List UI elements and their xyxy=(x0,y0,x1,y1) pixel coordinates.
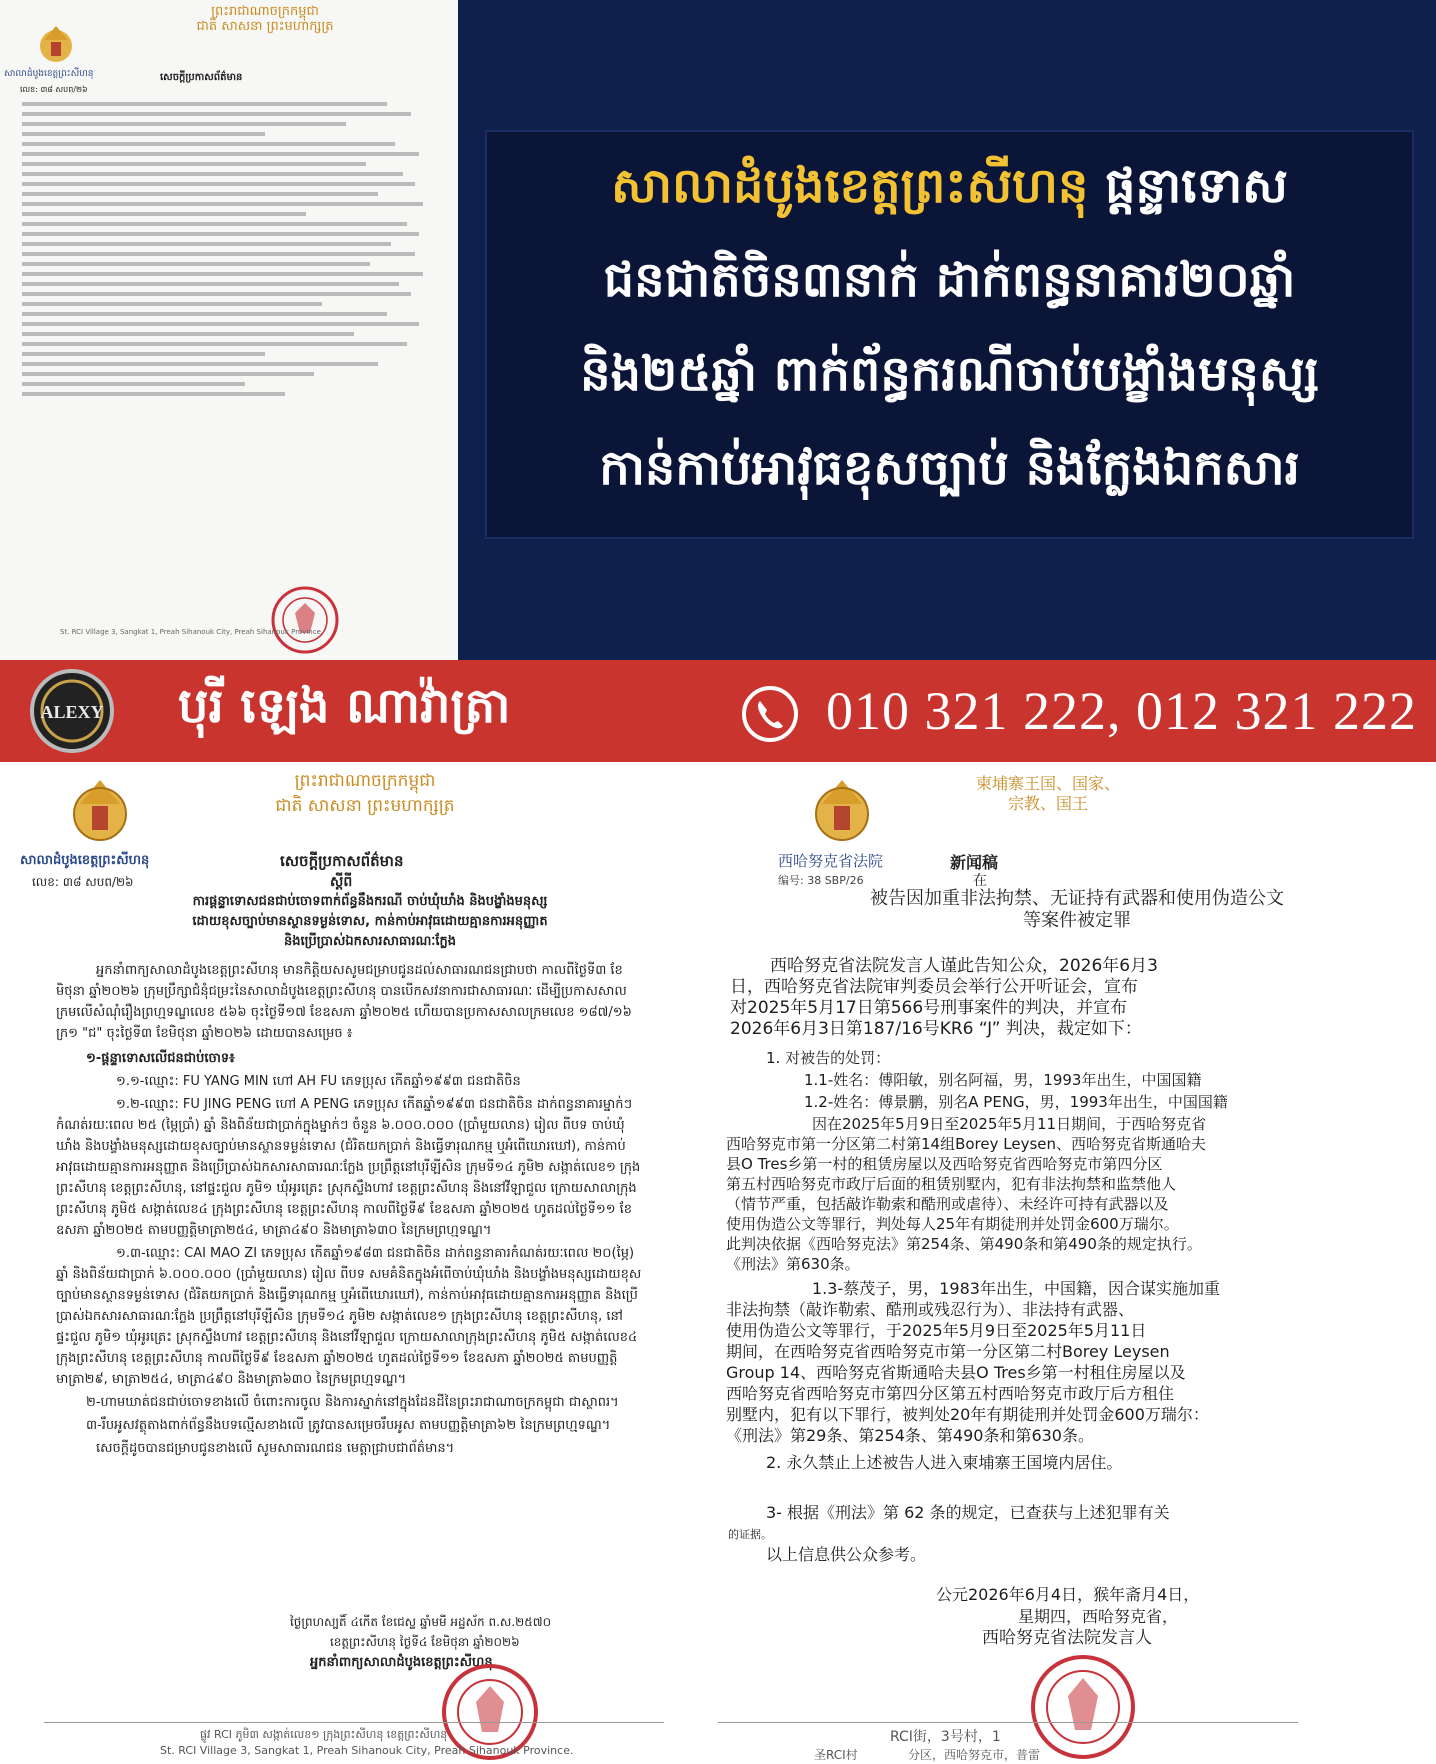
thumb-court-stamp-icon xyxy=(270,585,340,655)
cn-section-1: 1. 对被告的处罚： xyxy=(766,1049,891,1067)
headline-line-3: និង២៥ឆ្នាំ ពាក់ព័ន្ធករណីចាប់បង្ខាំងមនុស្ស xyxy=(580,346,1319,402)
kh-footer-address-kh: ផ្លូវ RCI ភូមិ៣ សង្កាត់លេខ១ ក្រុងព្រះសីហនុ ខេត្តព្រះសីហនុ xyxy=(200,1728,448,1741)
kh-section-3: ៣-រឹបអូសវត្ថុតាងពាក់ព័ន្ធនឹងបទល្មើសខាងលើ ត្រូវបានសម្រេចរឹបអូស តាមបញ្ញត្តិមាត្រា៦២ នៃក្រមព្រហ្មទណ្ឌ។ xyxy=(86,1418,611,1433)
thumb-kingdom-line-2: ជាតិ សាសនា ព្រះមហាក្សត្រ xyxy=(196,19,334,34)
cn-court-emblem-icon xyxy=(808,776,876,844)
kh-paragraph-intro: អ្នកនាំពាក្យសាលាដំបូងខេត្តព្រះសីហនុ មានកិត្តិយសសូមជម្រាបជូនដល់សាធារណជនជ្រាបថា កាលពីថ្ងៃទី៣ ខែមិថុនា ឆ្នាំ២០២៦ ក្រុមប្រឹក្សាជំនុំជម្រះនៃសាលាដំបូងខេត្តព្រះសីហនុ បានបើកសវនាការជាសាធារណៈ ដើម្បីប្រកាសសាលក្រមលើសំណុំរឿងព្រហ្មទណ្ឌលេខ ៥៦៦ ចុះថ្ងៃទី១៧ ខែឧសភា ឆ្នាំ២០២៥ ហើយបានប្រកាសសាលក្រមលេខ ១៨៧/១៦ ក្រ១ "ជ" ចុះថ្ងៃទី៣ ខែមិថុនា ឆ្នាំ២០២៦ ដោយបានសម្រេច ៖ xyxy=(56,963,632,1041)
kh-footer-divider xyxy=(44,1722,664,1723)
cn-paragraph-2 xyxy=(726,1114,1426,1274)
cn-about: 在 xyxy=(973,873,987,889)
kh-heading xyxy=(90,892,650,952)
cn-title xyxy=(718,888,1436,932)
thumb-kingdom-motto xyxy=(150,4,380,34)
cn-footer-line-3: 分区，西哈努克市，普雷 xyxy=(908,1748,1041,1762)
cn-lead xyxy=(730,956,1420,1040)
thumb-court-name: សាលាដំបូងខេត្តព្រះសីហនុ xyxy=(4,69,94,79)
cn-defendant-2: 1.2-姓名：傅景鹏，别名A PENG，男，1993年出生，中国国籍 xyxy=(804,1093,1228,1111)
cn-doc-number: 编号: 38 SBP/26 xyxy=(778,874,864,887)
cn-date-line-1: 公元2026年6月4日，猴年斋月4日， xyxy=(936,1585,1200,1604)
cn-lead-line-2: 日，西哈努克省法院审判委员会举行公开听证会，宣布 xyxy=(730,977,1138,997)
kh-heading-line-2: ដោយខុសច្បាប់មានស្ថានទម្ងន់ទោស, កាន់កាប់អាវុធដោយគ្មានការអនុញ្ញាត xyxy=(192,914,548,929)
kh-signer: អ្នកនាំពាក្យសាលាដំបូងខេត្តព្រះសីហនុ xyxy=(310,1655,493,1670)
thumb-title: សេចក្តីប្រកាសព័ត៌មាន xyxy=(160,72,243,83)
kh-court-emblem-icon xyxy=(66,776,134,844)
cn-court-name: 西哈努克省法院 xyxy=(778,852,884,870)
cn-lead-line-1: 西哈努克省法院发言人谨此告知公众，2026年6月3 xyxy=(770,956,1158,976)
phone-icon xyxy=(740,684,800,744)
headline-line-2: ជនជាតិចិន៣នាក់ ដាក់ពន្ធនាគារ២០ឆ្នាំ xyxy=(603,252,1296,308)
company-logo-icon xyxy=(20,666,124,756)
cn-court-stamp-icon xyxy=(1028,1652,1138,1762)
cn-lead-line-3: 对2025年5月17日第566号刑事案件的判决，并宣布 xyxy=(730,998,1128,1018)
kh-date-lunar: ថ្ងៃព្រហស្បតិ៍ ៤កើត ខែជេស្ឋ ឆ្នាំមមី អដ្ឋស័ក ព.ស.២៥៧០ xyxy=(290,1615,552,1629)
cn-para2-line-1: 因在2025年5月9日至2025年5月11日期间，于西哈努克省 xyxy=(812,1115,1207,1133)
cn-item-3: 3- 根据《刑法》第 62 条的规定，已查获与上述犯罪有关 xyxy=(766,1503,1170,1522)
cn-item-2: 2. 永久禁止上述被告人进入柬埔寨王国境内居住。 xyxy=(766,1453,1123,1472)
company-logo-text: ALEXY xyxy=(40,702,104,722)
thumb-number: លេខ: ៣៨ សបព/២៦ xyxy=(20,85,88,94)
kh-kingdom-line-1: ព្រះរាជាណាចក្រកម្ពុជា xyxy=(294,771,436,791)
kh-body xyxy=(56,960,646,1600)
cn-para2-line-4: 第五村西哈努克市政厅后面的租赁别墅内，犯有非法拘禁和监禁他人 xyxy=(726,1175,1177,1193)
cn-para2-line-8: 《刑法》第630条。 xyxy=(726,1255,860,1273)
kh-kingdom-motto xyxy=(240,770,490,820)
cn-def3-line-4: 期间，在西哈努克省西哈努克市第一分区第二村Borey Leysen xyxy=(726,1342,1170,1361)
company-name: បុរី ឡេង ណាវ៉ាត្រា xyxy=(178,678,511,734)
cn-para2-line-2: 西哈努克市第一分区第二村第14组Borey Leysen、西哈努克省斯通哈夫 xyxy=(726,1135,1207,1153)
cn-lead-line-4: 2026年6月3日第187/16号KR6 “J” 判决，裁定如下： xyxy=(730,1019,1142,1039)
cn-para2-line-5: （情节严重，包括敲诈勒索和酷刑或虐待）、未经许可持有武器以及 xyxy=(726,1195,1169,1213)
cn-def3-line-7: 别墅内，犯有以下罪行，被判处20年有期徒刑并处罚金600万瑞尔： xyxy=(726,1405,1209,1424)
cn-defendant-1: 1.1-姓名：傅阳敏，别名阿福，男，1993年出生，中国国籍 xyxy=(804,1071,1202,1089)
kh-heading-line-3: និងប្រើប្រាស់ឯកសារសាធារណៈក្លែង xyxy=(284,934,456,949)
cn-para2-line-3: 县O Tres乡第一村的租赁房屋以及西哈努克省西哈努克市第四分区 xyxy=(726,1155,1163,1173)
headline-court-name: សាលាដំបូងខេត្តព្រះសីហនុ xyxy=(611,158,1089,214)
cn-def3-line-2: 非法拘禁（敲诈勒索、酷刑或残忍行为）、非法持有武器、 xyxy=(726,1300,1135,1319)
cn-para2-line-6: 使用伪造公文等罪行，判处每人25年有期徒刑并处罚金600万瑞尔。 xyxy=(726,1215,1179,1233)
cn-date-line-2: 星期四，西哈努克省， xyxy=(1018,1607,1179,1626)
thumbnail-press-release xyxy=(0,0,458,660)
cn-def3-line-3: 使用伪造公文等罪行，于2025年5月9日至2025年5月11日 xyxy=(726,1321,1147,1340)
court-emblem-icon xyxy=(34,22,78,66)
cn-para2-line-7: 此判决依据《西哈努克法》第254条、第490条和第490条的规定执行。 xyxy=(726,1235,1202,1253)
thumb-footer-address: St. RCI Village 3, Sangkat 1, Preah Sihanouk City, Preah Sihanouk Province. xyxy=(60,628,324,636)
thumb-body-text xyxy=(22,96,427,402)
chinese-press-release xyxy=(718,762,1436,1764)
kh-kingdom-line-2: ជាតិ សាសនា ព្រះមហាក្សត្រ xyxy=(275,796,455,816)
cn-item-3-continued: 的证据。 xyxy=(728,1528,772,1541)
kh-doc-subtitle: ស្តីពី xyxy=(330,874,353,890)
kh-court-name: សាលាដំបូងខេត្តព្រះសីហនុ xyxy=(20,853,150,868)
kh-section-2: ២-ហាមឃាត់ជនជាប់ចោទខាងលើ ចំពោះការចូល និងការស្នាក់នៅក្នុងដែនដីនៃព្រះរាជាណាចក្រកម្ពុជា ជាស្ថាពរ។ xyxy=(86,1395,619,1410)
headline-line-1 xyxy=(487,156,1412,216)
cn-title-line-2: 等案件被定罪 xyxy=(1023,910,1131,931)
cn-doc-type: 新闻稿 xyxy=(950,853,999,872)
kh-doc-number: លេខ: ៣៨ សបព/២៦ xyxy=(32,875,134,889)
khmer-press-release xyxy=(0,762,718,1764)
kh-section-1: ១-ផ្តន្ទាទោសលើជនជាប់ចោទ៖ xyxy=(86,1051,235,1066)
kh-closing: សេចក្តីដូចបានជម្រាបជូនខាងលើ សូមសាធារណជន មេត្តាជ្រាបជាព័ត៌មាន។ xyxy=(96,1441,455,1456)
headline-box xyxy=(485,130,1414,539)
cn-kingdom-motto xyxy=(948,774,1148,814)
headline-verb: ផ្តន្ទាទោស xyxy=(1105,158,1288,214)
cn-footer-line-1: RCI街，3号村，1 xyxy=(890,1729,1001,1745)
cn-kingdom-line-2: 宗教、国王 xyxy=(1007,794,1088,813)
kh-defendant-1: ១.១-ឈ្មោះ: FU YANG MIN ហៅ AH FU ភេទប្រុស កើតឆ្នាំ១៩៩៣ ជនជាតិចិន xyxy=(116,1074,521,1089)
kh-date-solar: ខេត្តព្រះសីហនុ ថ្ងៃទី៤ ខែមិថុនា ឆ្នាំ២០២៦ xyxy=(330,1635,520,1649)
cn-def3-line-8: 《刑法》第29条、第254条、第490条和第630条。 xyxy=(726,1426,1094,1445)
kh-heading-line-1: ការផ្តន្ទាទោសជនជាប់ចោទពាក់ព័ន្ធនឹងករណី ចាប់ឃុំឃាំង និងបង្ខាំងមនុស្ស xyxy=(192,894,548,909)
kh-defendant-2: ១.២-ឈ្មោះ: FU JING PENG ហៅ A PENG ភេទប្រុស កើតឆ្នាំ១៩៩៣ ជនជាតិចិន ដាក់ពន្ធនាគារម្នាក់ៗ កំណត់រយៈពេល ២៥ (ម្ភៃប្រាំ) ឆ្នាំ និងពិន័យជាប្រាក់ក្នុងម្នាក់ៗ ចំនួន ៦.០០០.០០០ (ប្រាំមួយលាន) រៀល ពីបទ ចាប់ឃុំឃាំង និងបង្ខាំងមនុស្សដោយខុសច្បាប់មានស្ថានទម្ងន់ទោស (ជំរិតយកប្រាក់ និងធ្វើទារុណកម្ម ឬអំពើឃោរឃៅ), កាន់កាប់អាវុធដោយគ្មានការអនុញ្ញាត និងប្រើប្រាស់ឯកសារសាធារណៈក្លែង ប្រព្រឹត្តនៅបុរីឡីសិន ក្រុមទី១៤ ភូមិ២ សង្កាត់លេខ១ ក្រុងព្រះសីហនុ ខេត្តព្រះសីហនុ, នៅផ្ទះជួល ភូមិ១ ឃុំអូរត្រេះ ស្រុកស្ទឹងហាវ ខេត្តព្រះសីហនុ និងនៅវីឡាជួល ក្រោយសាលាក្រុងព្រះសីហនុ ភូមិ៥ សង្កាត់លេខ៤ ក្រុងព្រះសីហនុ ខេត្តព្រះសីហនុ កាលពីថ្ងៃទី៩ ខែឧសភា ឆ្នាំ២០២៥ ហូតដល់ថ្ងៃទី១១ ខែឧសភា ឆ្នាំ២០២៥ តាមបញ្ញត្តិមាត្រា២៥៤, មាត្រា៤៩០ និងមាត្រា៦៣០ នៃក្រមព្រហ្មទណ្ឌ។ xyxy=(56,1097,641,1238)
cn-def3-line-1: 1.3-蔡茂子，男，1983年出生，中国籍，因合谋实施加重 xyxy=(812,1279,1220,1298)
cn-defendant-3 xyxy=(726,1278,1426,1446)
cn-signer: 西哈努克省法院发言人 xyxy=(982,1628,1152,1648)
kh-defendant-3: ១.៣-ឈ្មោះ: CAI MAO ZI ភេទប្រុស កើតឆ្នាំ១៩៨៣ ជនជាតិចិន ដាក់ពន្ធនាគារកំណត់រយៈពេល ២០(ម្ភៃ) ឆ្នាំ និងពិន័យជាប្រាក់ ៦.០០០.០០០ (ប្រាំមួយលាន) រៀល ពីបទ សមគំនិតក្នុងអំពើចាប់ឃុំឃាំង និងបង្ខាំងមនុស្សដោយខុសច្បាប់មានស្ថានទម្ងន់ទោស (ជំរិតយកប្រាក់ និងធ្វើទារុណកម្ម ឬអំពើឃោរឃៅ), កាន់កាប់អាវុធដោយគ្មានការអនុញ្ញាត និងប្រើប្រាស់ឯកសារសាធារណៈក្លែង ប្រព្រឹត្តនៅបុរីឡីសិន ក្រុមទី១៤ ភូមិ២ សង្កាត់លេខ១ ក្រុងព្រះសីហនុ ខេត្តព្រះសីហនុ, នៅផ្ទះជួល ភូមិ១ ឃុំអូរត្រេះ ស្រុកស្ទឹងហាវ ខេត្តព្រះសីហនុ និងនៅវីឡាជួល ក្រោយសាលាក្រុងព្រះសីហនុ ភូមិ៥ សង្កាត់លេខ៤ ក្រុងព្រះសីហនុ ខេត្តព្រះសីហនុ កាលពីថ្ងៃទី៩ ខែឧសភា ឆ្នាំ២០២៥ ហូតដល់ថ្ងៃទី១១ ខែឧសភា ឆ្នាំ២០២៥ តាមបញ្ញត្តិមាត្រា២៩, មាត្រា២៥៤, មាត្រា៤៩០ និងមាត្រា៦៣០ នៃក្រមព្រហ្មទណ្ឌ។ xyxy=(56,1246,642,1387)
kh-doc-title: សេចក្តីប្រកាសព័ត៌មាន xyxy=(280,852,404,870)
cn-footer-line-2: 圣RCI村 xyxy=(814,1748,858,1762)
cn-def3-line-6: 西哈努克省西哈努克市第四分区第五村西哈努克市政厅后方租住 xyxy=(726,1384,1175,1403)
phone-numbers: 010 321 222, 012 321 222 xyxy=(826,681,1417,741)
cn-def3-line-5: Group 14、西哈努克省斯通哈夫县O Tres乡第一村租住房屋以及 xyxy=(726,1363,1186,1382)
cn-closing: 以上信息供公众参考。 xyxy=(766,1545,927,1564)
headline-line-4: កាន់កាប់អាវុធខុសច្បាប់ និងក្លែងឯកសារ xyxy=(599,440,1300,496)
kh-footer-address-en: St. RCI Village 3, Sangkat 1, Preah Sihanouk City, Preah Sihanouk Province. xyxy=(160,1744,574,1757)
thumb-kingdom-line-1: ព្រះរាជាណាចក្រកម្ពុជា xyxy=(211,4,319,19)
cn-title-line-1: 被告因加重非法拘禁、无证持有武器和使用伪造公文 xyxy=(870,888,1284,909)
cn-footer-divider xyxy=(718,1722,1298,1723)
cn-kingdom-line-1: 柬埔寨王国、国家、 xyxy=(975,774,1120,793)
